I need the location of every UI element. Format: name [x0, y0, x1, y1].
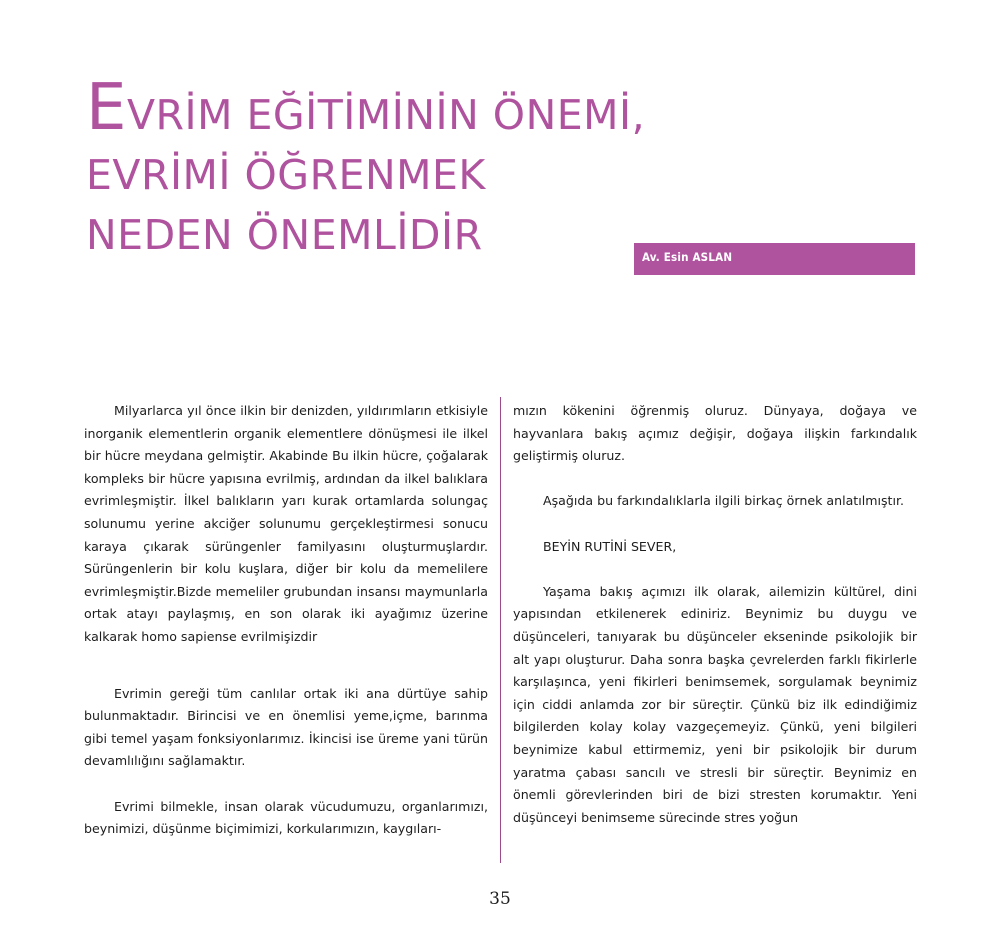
title-line-3: NEDEN ÖNEMLİDİR: [86, 211, 483, 259]
paragraph: Aşağıda bu farkındalıklarla ilgili birkaç örnek anlatılmıştır.: [543, 493, 905, 509]
paragraph: Yaşama bakış açımızı ilk olarak, ailemizin kültürel, dini yapısından etkilenerek ediniriz. Beynimiz bu duygu ve düşünceleri, tanıyarak bu düşünceler ekseninde psikolojik bir alt yapı oluşturur. Daha sonra başka çevrelerden farklı fikirlerle karşılaşınca, yeni fikirleri benimsemek, sorgulamak beynimiz için ciddi anlamda zor bir süreçtir. Çünkü biz ilk edindiğimiz bilgilerden kolay kolay vazgeçemeyiz. Çünkü, yeni bilgileri beynimize kabul ettirmemiz, yeni bir psikolojik bir durum yaratma çabası sancılı ve stresli bir süreçtir. Beynimiz en önemli görevlerinden biri de bizi stresten korumaktır. Yeni düşünceyi benimseme sürecinde stres yoğun: [513, 583, 917, 825]
column-divider: [500, 397, 501, 863]
section-heading: BEYİN RUTİNİ SEVER,: [543, 538, 677, 554]
paragraph-spacer: [513, 513, 917, 536]
left-column: [84, 400, 488, 841]
page-number: 35: [489, 889, 511, 909]
right-column: [513, 400, 917, 829]
author-name: Av. Esin ASLAN: [642, 250, 733, 264]
article-title: [86, 71, 646, 265]
paragraph-spacer: [513, 558, 917, 581]
paragraph-spacer: [84, 773, 488, 796]
paragraph: mızın kökenini öğrenmiş oluruz. Dünyaya, doğaya ve hayvanlara bakış açımız değişir, doğaya ilişkin farkındalık geliştirmiş oluruz.: [513, 403, 917, 464]
paragraph-spacer: [513, 468, 917, 491]
title-line-1: [86, 71, 646, 145]
title-line-2: EVRİMİ ÖĞRENMEK: [86, 151, 486, 199]
paragraph: Evrimin gereği tüm canlılar ortak iki ana dürtüye sahip bulunmaktadır. Birincisi ve en önemlisi yeme,içme, barınma gibi temel yaşam fonksiyonlarımız. İkincisi ise üreme yani türün devamlılığını sağlamaktır.: [84, 685, 488, 769]
paragraph: Evrimi bilmekle, insan olarak vücudumuzu, organlarımızı, beynimizi, düşünme biçimimizi, korkularımızın, kaygıları-: [84, 798, 488, 837]
title-line-1-rest: VRİM EĞİTİMİNİN ÖNEMİ,: [126, 91, 646, 139]
paragraph-spacer: [84, 649, 488, 683]
title-drop-letter: E: [86, 71, 127, 145]
paragraph: Milyarlarca yıl önce ilkin bir denizden, yıldırımların etkisiyle inorganik elementlerin organik elementlere dönüşmesi ile ilkel bir hücre meydana gelmiştir. Akabinde Bu ilkin hücre, çoğalarak kompleks bir hücre yapısına evrilmiş, ardından da ilkel balıklara evrimleşmiştir. İlkel balıkların yarı kurak ortamlarda solungaç solunumu yerine akciğer solunumu gerçekleştirmesi sonucu karaya çıkarak sürüngenler familyasını oluşturmuşlardır. Sürüngenlerin bir kolu kuşlara, diğer bir kolu da memelilere evrimleşmiştir.Bizde memeliler grubundan insansı maymunlarla ortak atayı paylaşmış, en son olarak iki ayağımız üzerine kalkarak homo sapiense evrilmişizdir: [84, 403, 488, 644]
author-banner: [634, 243, 915, 275]
